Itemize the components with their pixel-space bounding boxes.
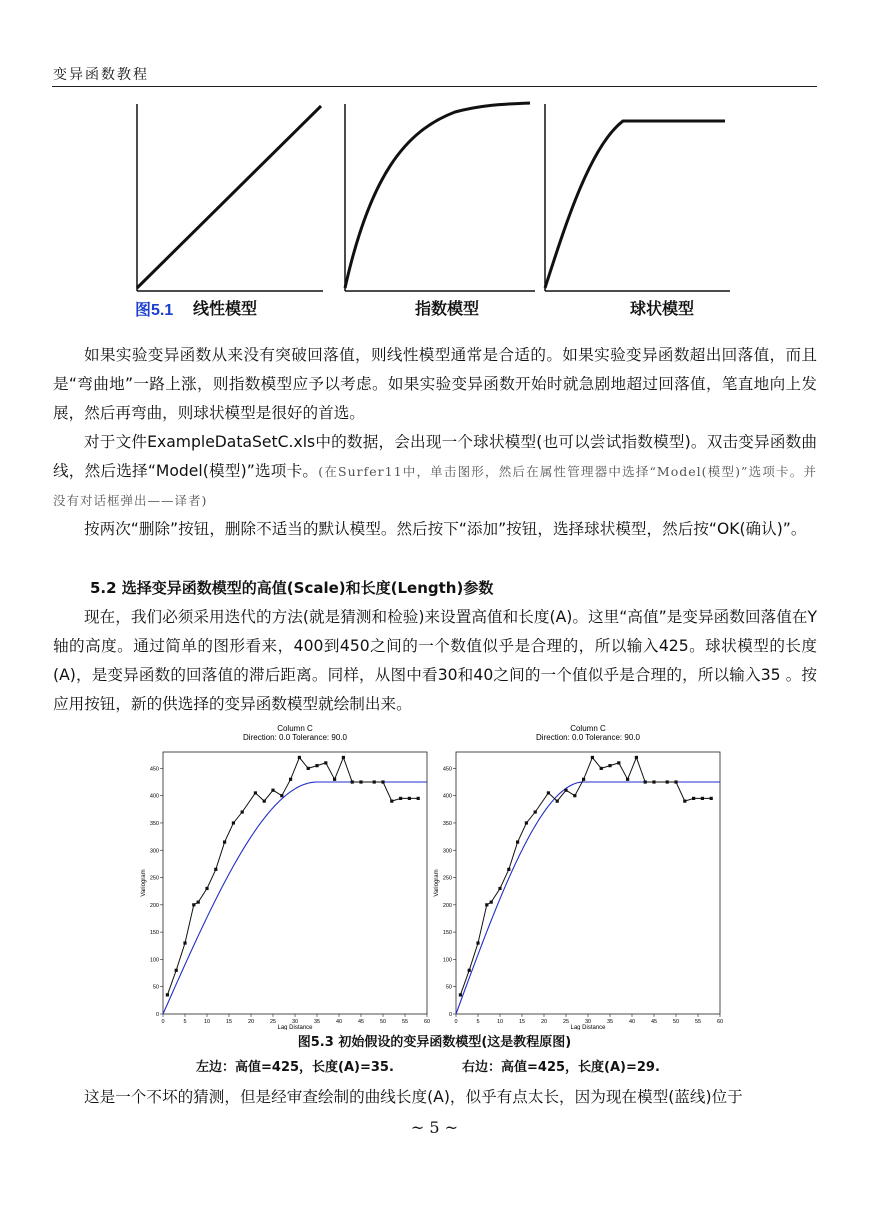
paragraph-3: 按两次“删除”按钮，删除不适当的默认模型。然后按下“添加”按钮，选择球状模型，然后按“OK(确认)”。 [84,520,807,538]
x-tick-label: 5 [183,1019,187,1025]
y-tick-label: 50 [152,984,159,991]
page-number: ~ 5 ~ [410,1118,459,1137]
y-axis-label: Variogram [434,869,440,897]
data-point [408,797,411,800]
data-point [573,794,576,797]
y-tick-label: 350 [442,820,452,827]
x-tick-label: 0 [454,1019,458,1025]
x-tick-label: 50 [379,1019,387,1025]
data-point [263,800,266,803]
data-point [652,780,655,783]
data-point [192,903,195,906]
page-header-title: 变异函数教程 [53,67,149,83]
x-tick-label: 25 [562,1019,570,1025]
data-point [600,767,603,770]
data-point [701,797,704,800]
data-point [280,794,283,797]
paragraph-5: 这是一个不坏的猜测，但是经审查绘制的曲线长度(A)，似乎有点太长，因为现在模型(蓝线)位于 [84,1088,743,1106]
data-point [166,993,169,996]
figure-5-3-sub-right: 右边：高值=425，长度(A)=29. [462,1060,660,1075]
data-point [381,780,384,783]
data-point [373,780,376,783]
data-point [333,778,336,781]
figure-5-1 [125,96,735,326]
data-point [351,780,354,783]
panel-label-linear: 线性模型 [193,301,258,318]
x-tick-label: 10 [496,1019,504,1025]
data-point [307,767,310,770]
y-tick-label: 400 [149,793,159,800]
data-point [342,756,345,759]
spherical-curve [545,121,725,288]
data-point [241,810,244,813]
y-axis-label: Variogram [141,869,147,897]
data-point [507,868,510,871]
paragraph-2-text: 对于文件ExampleDataSetC.xls中的数据，会出现一个球状模型(也可以尝试指数模型)。双击变异函数曲线，然后选择“Model(模型)”选项卡。 [53,433,817,480]
data-point [635,756,638,759]
x-tick-label: 45 [650,1019,658,1025]
x-tick-label: 15 [518,1019,526,1025]
paragraph-1: 如果实验变异函数从来没有突破回落值，则线性模型通常是合适的。如果实验变异函数超出回落值，而且是“弯曲地”一路上涨，则指数模型应予以考虑。如果实验变异函数开始时就急剧地超过回落值，笔直地向上发展，然后再弯曲，则球状模型是很好的首选。 [53,346,817,422]
data-point [324,761,327,764]
x-tick-label: 45 [357,1019,365,1025]
data-point [582,778,585,781]
data-point [205,887,208,890]
data-point [197,901,200,904]
y-tick-label: 300 [149,848,159,855]
data-point [626,778,629,781]
y-tick-label: 50 [445,984,452,991]
x-axis-label: Lag Distance [277,1025,313,1030]
y-tick-label: 250 [442,875,452,882]
y-tick-label: 0 [448,1012,452,1018]
x-tick-label: 35 [313,1019,321,1025]
y-tick-label: 200 [149,902,159,909]
y-tick-label: 400 [442,793,452,800]
data-point [556,800,559,803]
chart-subtitle: Direction: 0.0 Tolerance: 90.0 [243,733,347,742]
data-point [183,941,186,944]
data-point [666,780,669,783]
x-tick-label: 20 [540,1019,548,1025]
data-point [498,887,501,890]
data-point [516,840,519,843]
x-tick-label: 10 [203,1019,211,1025]
data-point [591,756,594,759]
y-tick-label: 0 [155,1012,159,1018]
figure-5-3-caption: 图5.3 初始假设的变异函数模型(这是教程原图) [297,1035,572,1050]
panel-label-spherical: 球状模型 [630,301,695,318]
y-tick-label: 250 [149,875,159,882]
x-tick-label: 50 [672,1019,680,1025]
data-point [710,797,713,800]
data-point [476,941,479,944]
x-tick-label: 5 [476,1019,480,1025]
y-tick-label: 350 [149,820,159,827]
x-tick-label: 40 [628,1019,636,1025]
data-point [223,840,226,843]
data-point [617,761,620,764]
x-tick-label: 35 [606,1019,614,1025]
x-tick-label: 0 [161,1019,165,1025]
data-point [683,800,686,803]
chart-subtitle: Direction: 0.0 Tolerance: 90.0 [536,733,640,742]
experimental-line [460,758,711,995]
data-point [289,778,292,781]
y-tick-label: 450 [442,766,452,773]
data-point [534,810,537,813]
x-tick-label: 25 [269,1019,277,1025]
data-point [547,791,550,794]
data-point [644,780,647,783]
variogram-chart-left [135,722,435,1030]
spherical-model-panel [545,104,730,291]
panel-label-exponential: 指数模型 [415,301,480,318]
header-rule [52,86,817,87]
data-point [399,797,402,800]
data-point [674,780,677,783]
translator-note: (在Surfer11中，单击图形，然后在属性管理器中选择“Model(模型)”选项卡。并没有对话框弹出——译者) [53,464,817,508]
data-point [254,791,257,794]
data-point [468,969,471,972]
data-point [390,800,393,803]
chart-title: Column C [277,724,313,733]
x-tick-label: 20 [247,1019,255,1025]
y-tick-label: 150 [442,930,452,937]
data-point [459,993,462,996]
y-tick-label: 100 [149,957,159,964]
linear-curve [137,106,321,288]
data-point [214,868,217,871]
figure-5-1-label: 图5.1 [135,302,174,319]
x-tick-label: 15 [225,1019,233,1025]
y-tick-label: 200 [442,902,452,909]
data-point [359,780,362,783]
data-point [490,901,493,904]
data-point [485,903,488,906]
paragraph-4: 现在，我们必须采用迭代的方法(就是猜测和检验)来设置高值和长度(A)。这里“高值”是变异函数回落值在Y轴的高度。通过简单的图形看来，400到450之间的一个数值似乎是合理的，所以输入425。球状模型的长度(A)，是变异函数的回落值的滞后距离。同样，从图中看30和40之间的一个值似乎是合理的，所以输入35 。按应用按钮，新的供选择的变异函数模型就绘制出来。 [53,608,817,713]
model-curve [163,782,427,1014]
variogram-chart-right [428,722,728,1030]
paragraph-2 [53,428,817,515]
data-point [564,789,567,792]
data-point [175,969,178,972]
y-tick-label: 300 [442,848,452,855]
experimental-line [167,758,418,995]
x-tick-label: 40 [335,1019,343,1025]
data-point [692,797,695,800]
chart-title: Column C [570,724,606,733]
exponential-curve [345,103,530,288]
exponential-model-panel [345,103,535,291]
data-point [271,789,274,792]
y-tick-label: 150 [149,930,159,937]
x-tick-label: 60 [423,1019,431,1025]
x-tick-label: 55 [401,1019,409,1025]
linear-model-panel [137,104,323,291]
section-heading-5-2: 5.2 选择变异函数模型的高值(Scale)和长度(Length)参数 [90,579,494,597]
x-tick-label: 60 [716,1019,724,1025]
data-point [232,821,235,824]
model-curve [456,782,720,1014]
x-axis-label: Lag Distance [570,1025,606,1030]
data-point [525,821,528,824]
data-point [298,756,301,759]
data-point [608,764,611,767]
y-tick-label: 100 [442,957,452,964]
y-tick-label: 450 [149,766,159,773]
figure-5-3-sub-left: 左边：高值=425，长度(A)=35. [196,1060,394,1075]
data-point [417,797,420,800]
x-tick-label: 30 [291,1019,299,1025]
data-point [315,764,318,767]
x-tick-label: 55 [694,1019,702,1025]
x-tick-label: 30 [584,1019,592,1025]
